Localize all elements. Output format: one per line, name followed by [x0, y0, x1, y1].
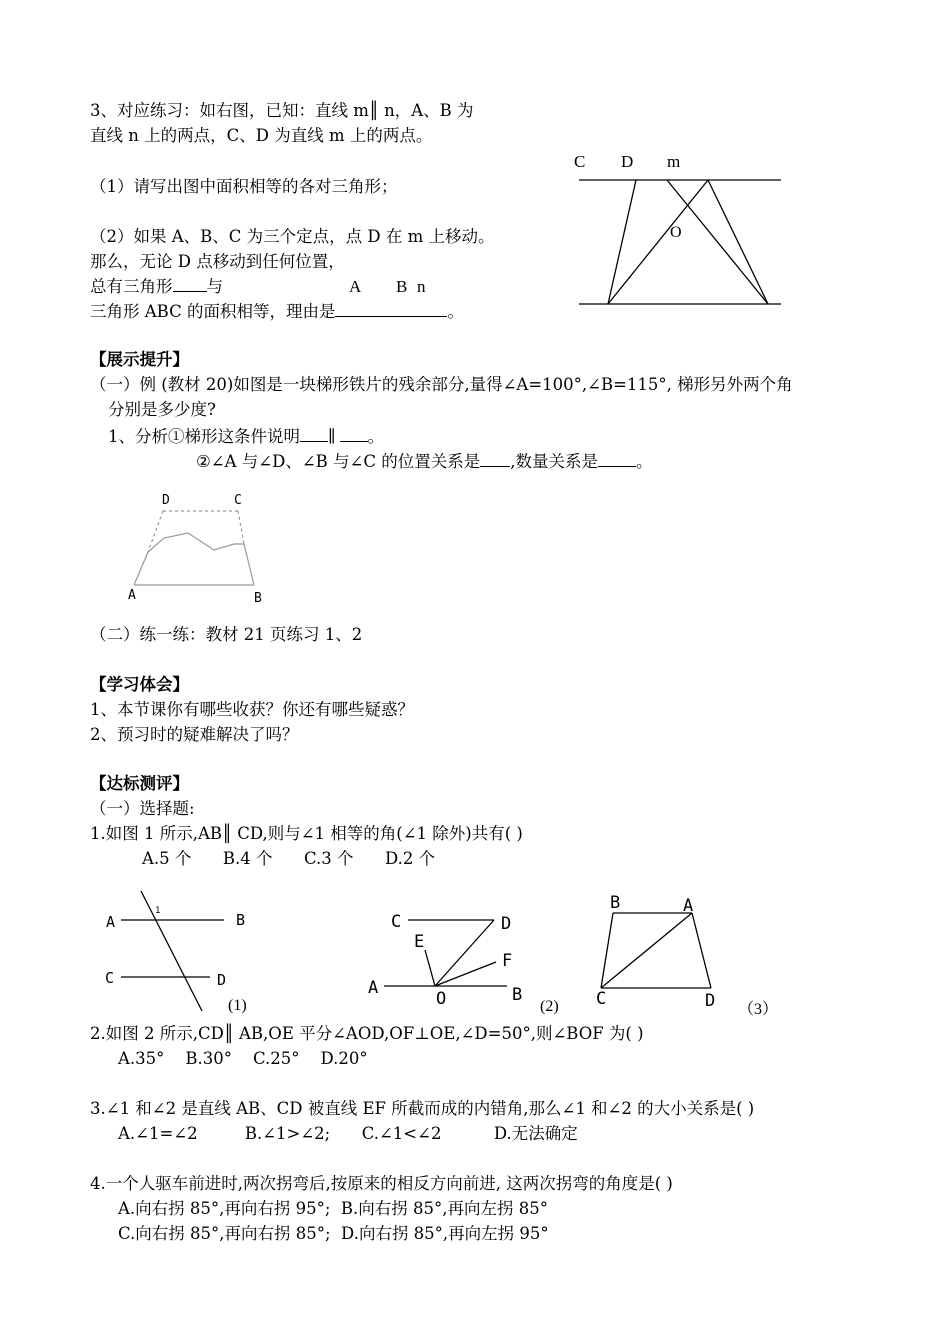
fig1-label-C: C [105, 969, 115, 987]
question-3: 3.∠1 和∠2 是直线 AB、CD 被直线 EF 所截而成的内错角,那么∠1 和∠2 的大小关系是( ) [90, 1099, 755, 1118]
trap-label-A: A [128, 588, 136, 603]
q2-with: 与 [206, 277, 223, 296]
fig3-label-D: D [705, 991, 716, 1011]
reflect-item-2: 2、预习时的疑难解决了吗？ [90, 725, 299, 744]
practice-line: （二）练一练：教材 21 页练习 1、2 [90, 625, 363, 644]
fig-label-A: A [349, 277, 362, 296]
fig2-label-A: A [368, 978, 379, 998]
exercise3-line1: 3、对应练习：如右图，已知：直线 m║ n，A、B 为 [90, 101, 474, 120]
exercise3-line2: 直线 n 上的两点，C、D 为直线 m 上的两点。 [90, 126, 433, 145]
fig2-caption: (2) [540, 998, 559, 1015]
fig-label-m: m [667, 152, 681, 171]
fig-label-B: B [396, 277, 408, 296]
question-1-options: A.5 个 B.4 个 C.3 个 D.2 个 [142, 849, 436, 868]
fig1-label-A: A [106, 913, 116, 931]
fig-label-D: D [621, 152, 634, 171]
question-4-options-1: A.向右拐 85°,再向右拐 95°; B.向右拐 85°,再向左拐 85° [118, 1199, 549, 1218]
fig2-label-O: O [436, 989, 447, 1009]
fig2-label-B: B [512, 985, 523, 1005]
fig1-label-B: B [236, 911, 246, 929]
example-line2: 分别是多少度? [108, 400, 216, 419]
q2-prefix: 总有三角形 [90, 277, 173, 296]
fig3-caption: （3） [738, 1001, 779, 1018]
question-2: 2.如图 2 所示,CD║ AB,OE 平分∠AOD,OF⊥OE,∠D=50°,则∠BOF 为( ) [90, 1024, 644, 1043]
example-line1: （一）例 (教材 20)如图是一块梯形铁片的残余部分,量得∠A=100°,∠B=115°, 梯形另外两个角 [90, 375, 793, 394]
exercise3-q2-line2: 那么，无论 D 点移动到任何位置， [90, 252, 345, 271]
fig3-label-B: B [610, 893, 621, 913]
question-1: 1.如图 1 所示,AB║ CD,则与∠1 相等的角(∠1 除外)共有( ) [90, 824, 523, 843]
trap-label-B: B [254, 591, 262, 606]
trap-label-D: D [162, 493, 170, 508]
fig1-label-D: D [217, 971, 227, 989]
fig3-label-A: A [683, 896, 694, 916]
q2-reason-label: 三角形 ABC 的面积相等，理由是 [90, 302, 336, 321]
fig2-label-C: C [391, 912, 402, 932]
question-4-options-2: C.向右拐 85°,再向右拐 85°; D.向右拐 85°,再向左拐 95° [118, 1224, 549, 1243]
fig2-label-F: F [502, 951, 513, 971]
exercise3-q1: （1）请写出图中面积相等的各对三角形； [90, 177, 398, 196]
trap-label-C: C [234, 493, 242, 508]
reflect-item-1: 1、本节课你有哪些收获？你还有哪些疑惑？ [90, 700, 414, 719]
exercise3-q2-line4: 三角形 ABC 的面积相等，理由是 。 [90, 302, 464, 321]
section-title-show: 【展示提升】 [90, 350, 189, 369]
analysis-line2: ②∠A 与∠D、∠B 与∠C 的位置关系是 ,数量关系是 。 [196, 452, 653, 471]
section-title-test: 【达标测评】 [90, 774, 189, 793]
section-title-reflect: 【学习体会】 [90, 675, 189, 694]
analysis-line1: 1、分析①梯形这条件说明 ∥ 。 [108, 427, 385, 446]
fig1-caption: (1) [228, 997, 247, 1014]
fig2-label-E: E [414, 932, 425, 952]
test-subtitle: （一）选择题: [90, 799, 195, 818]
fig-label-O: O [670, 224, 682, 241]
question-3-options: A.∠1=∠2 B.∠1>∠2; C.∠1<∠2 D.无法确定 [118, 1124, 578, 1143]
fig1-label-1: 1 [155, 906, 161, 916]
fig3-label-C: C [596, 989, 607, 1009]
question-2-options: A.35° B.30° C.25° D.20° [118, 1049, 368, 1068]
fig-label-n: n [417, 277, 426, 296]
exercise3-q2: （2）如果 A、B、C 为三个定点，点 D 在 m 上移动。 [90, 227, 495, 246]
fig-label-C: C [574, 152, 586, 171]
question-4: 4.一个人驱车前进时,两次拐弯后,按原来的相反方向前进, 这两次拐弯的角度是( ) [90, 1174, 673, 1193]
fig2-label-D: D [501, 914, 512, 934]
